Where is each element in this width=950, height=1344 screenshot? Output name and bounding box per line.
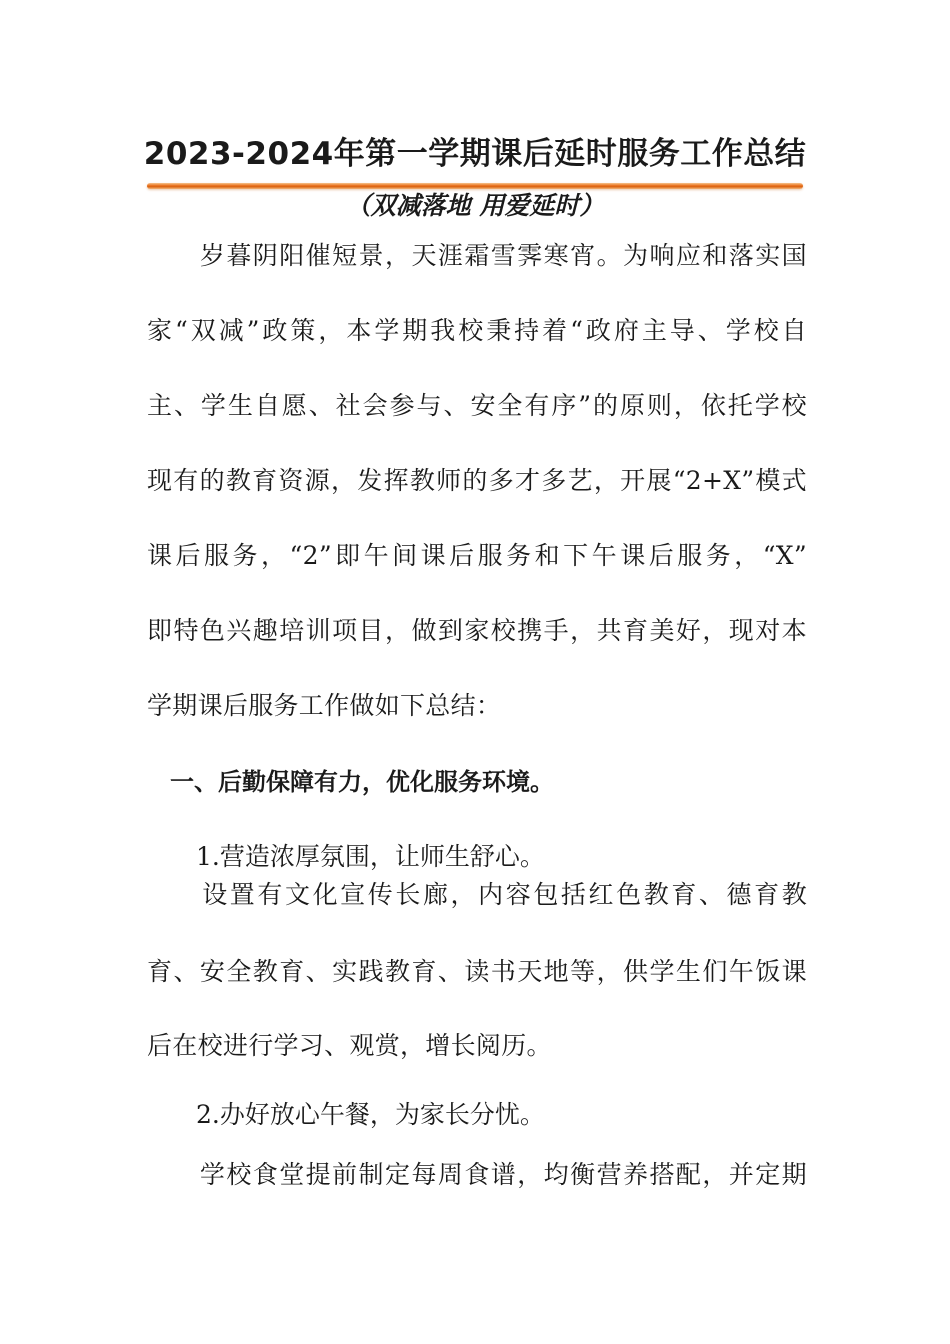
item-1-line-2: 育、安全教育、实践教育、读书天地等，供学生们午饭课 bbox=[147, 957, 807, 986]
intro-line-2: 家“双减”政策，本学期我校秉持着“政府主导、学校自 bbox=[147, 316, 807, 345]
item-1-line-3: 后在校进行学习、观赏，增长阅历。 bbox=[147, 1031, 552, 1060]
item-2-title: 2.办好放心午餐，为家长分忧。 bbox=[196, 1100, 545, 1129]
item-2-line-1: 学校食堂提前制定每周食谱，均衡营养搭配，并定期 bbox=[147, 1160, 807, 1189]
intro-line-5: 课后服务，“2”即午间课后服务和下午课后服务，“X” bbox=[147, 541, 807, 570]
intro-line-1: 岁暮阴阳催短景，天涯霜雪霁寒宵。为响应和落实国 bbox=[147, 241, 807, 270]
document-subtitle: （双减落地 用爱延时） bbox=[345, 191, 605, 220]
intro-line-3: 主、学生自愿、社会参与、安全有序”的原则，依托学校 bbox=[147, 391, 807, 420]
item-1-title: 1.营造浓厚氛围，让师生舒心。 bbox=[196, 842, 545, 871]
intro-line-7: 学期课后服务工作做如下总结： bbox=[147, 691, 502, 720]
intro-line-6: 即特色兴趣培训项目，做到家校携手，共育美好，现对本 bbox=[147, 616, 807, 645]
section-1-heading: 一、后勤保障有力，优化服务环境。 bbox=[170, 768, 554, 796]
intro-line-4: 现有的教育资源，发挥教师的多才多艺，开展“2+X”模式 bbox=[147, 466, 807, 495]
document-title: 2023-2024年第一学期课后延时服务工作总结 bbox=[143, 136, 807, 172]
item-1-line-1: 设置有文化宣传长廊，内容包括红色教育、德育教 bbox=[147, 880, 807, 909]
